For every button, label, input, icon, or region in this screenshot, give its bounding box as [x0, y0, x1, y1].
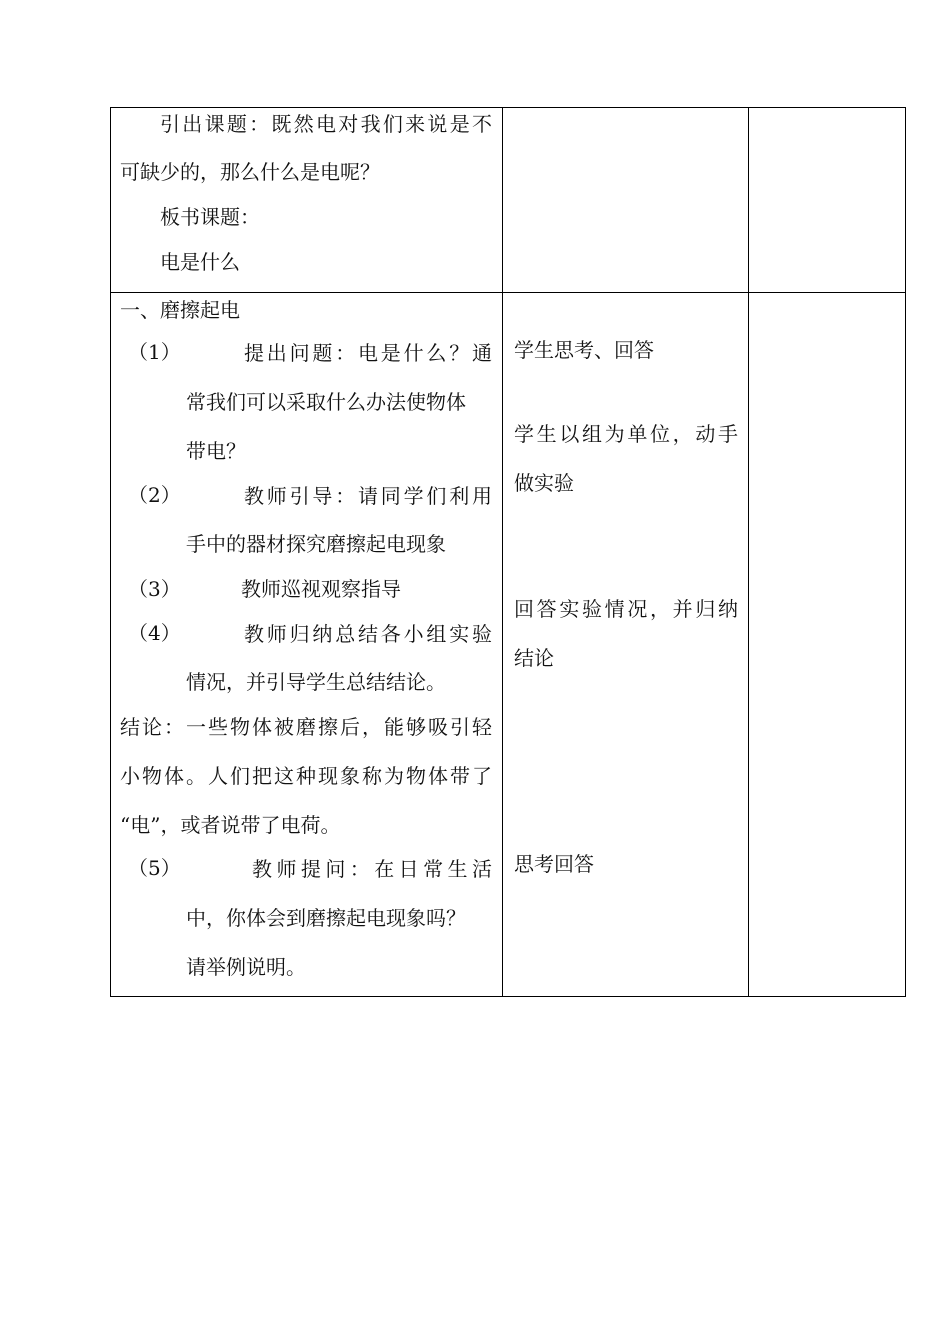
item-2-line-1: 教师引导：请同学们利用 [244, 484, 492, 508]
conclusion-line-3: “电”，或者说带了电荷。 [120, 813, 341, 837]
item-1-number: （1） [128, 340, 181, 364]
intro-line-2: 可缺少的，那么什么是电呢？ [120, 160, 380, 184]
item-2-line-2: 手中的器材探究磨擦起电现象 [186, 532, 446, 556]
section-heading: 一、磨擦起电 [120, 298, 240, 322]
student-activity-2-line-2: 做实验 [514, 471, 574, 495]
item-3-number: （3） [128, 577, 181, 601]
item-4-line-2: 情况，并引导学生总结结论。 [186, 670, 446, 694]
student-activity-3-line-1: 回答实验情况，并归纳 [514, 597, 738, 621]
column-divider-1 [502, 108, 503, 996]
conclusion-line-1: 结论：一些物体被磨擦后，能够吸引轻 [120, 715, 492, 739]
student-activity-2-line-1: 学生以组为单位，动手 [514, 422, 738, 446]
item-5-line-2: 中，你体会到磨擦起电现象吗？ [186, 906, 466, 930]
item-1-line-2: 常我们可以采取什么办法使物体 [186, 390, 466, 414]
item-5-line-3: 请举例说明。 [186, 955, 306, 979]
conclusion-line-2: 小物体。人们把这种现象称为物体带了 [120, 764, 492, 788]
column-divider-2 [748, 108, 749, 996]
student-activity-1: 学生思考、回答 [514, 338, 654, 362]
item-1-line-1: 提出问题：电是什么？通 [244, 341, 492, 365]
item-5-line-1: 教师提问：在日常生活 [252, 857, 492, 881]
item-1-line-3: 带电？ [186, 439, 246, 463]
student-activity-4: 思考回答 [514, 852, 594, 876]
item-4-number: （4） [128, 621, 181, 645]
student-activity-3-line-2: 结论 [514, 646, 554, 670]
intro-line-1: 引出课题：既然电对我们来说是不 [160, 112, 492, 136]
item-2-number: （2） [128, 483, 181, 507]
item-4-line-1: 教师归纳总结各小组实验 [244, 622, 492, 646]
lesson-title: 电是什么 [160, 250, 240, 274]
row-divider [111, 292, 905, 293]
item-5-number: （5） [128, 856, 181, 880]
board-title-label: 板书课题： [160, 205, 260, 229]
item-3-line-1: 教师巡视观察指导 [241, 577, 401, 601]
